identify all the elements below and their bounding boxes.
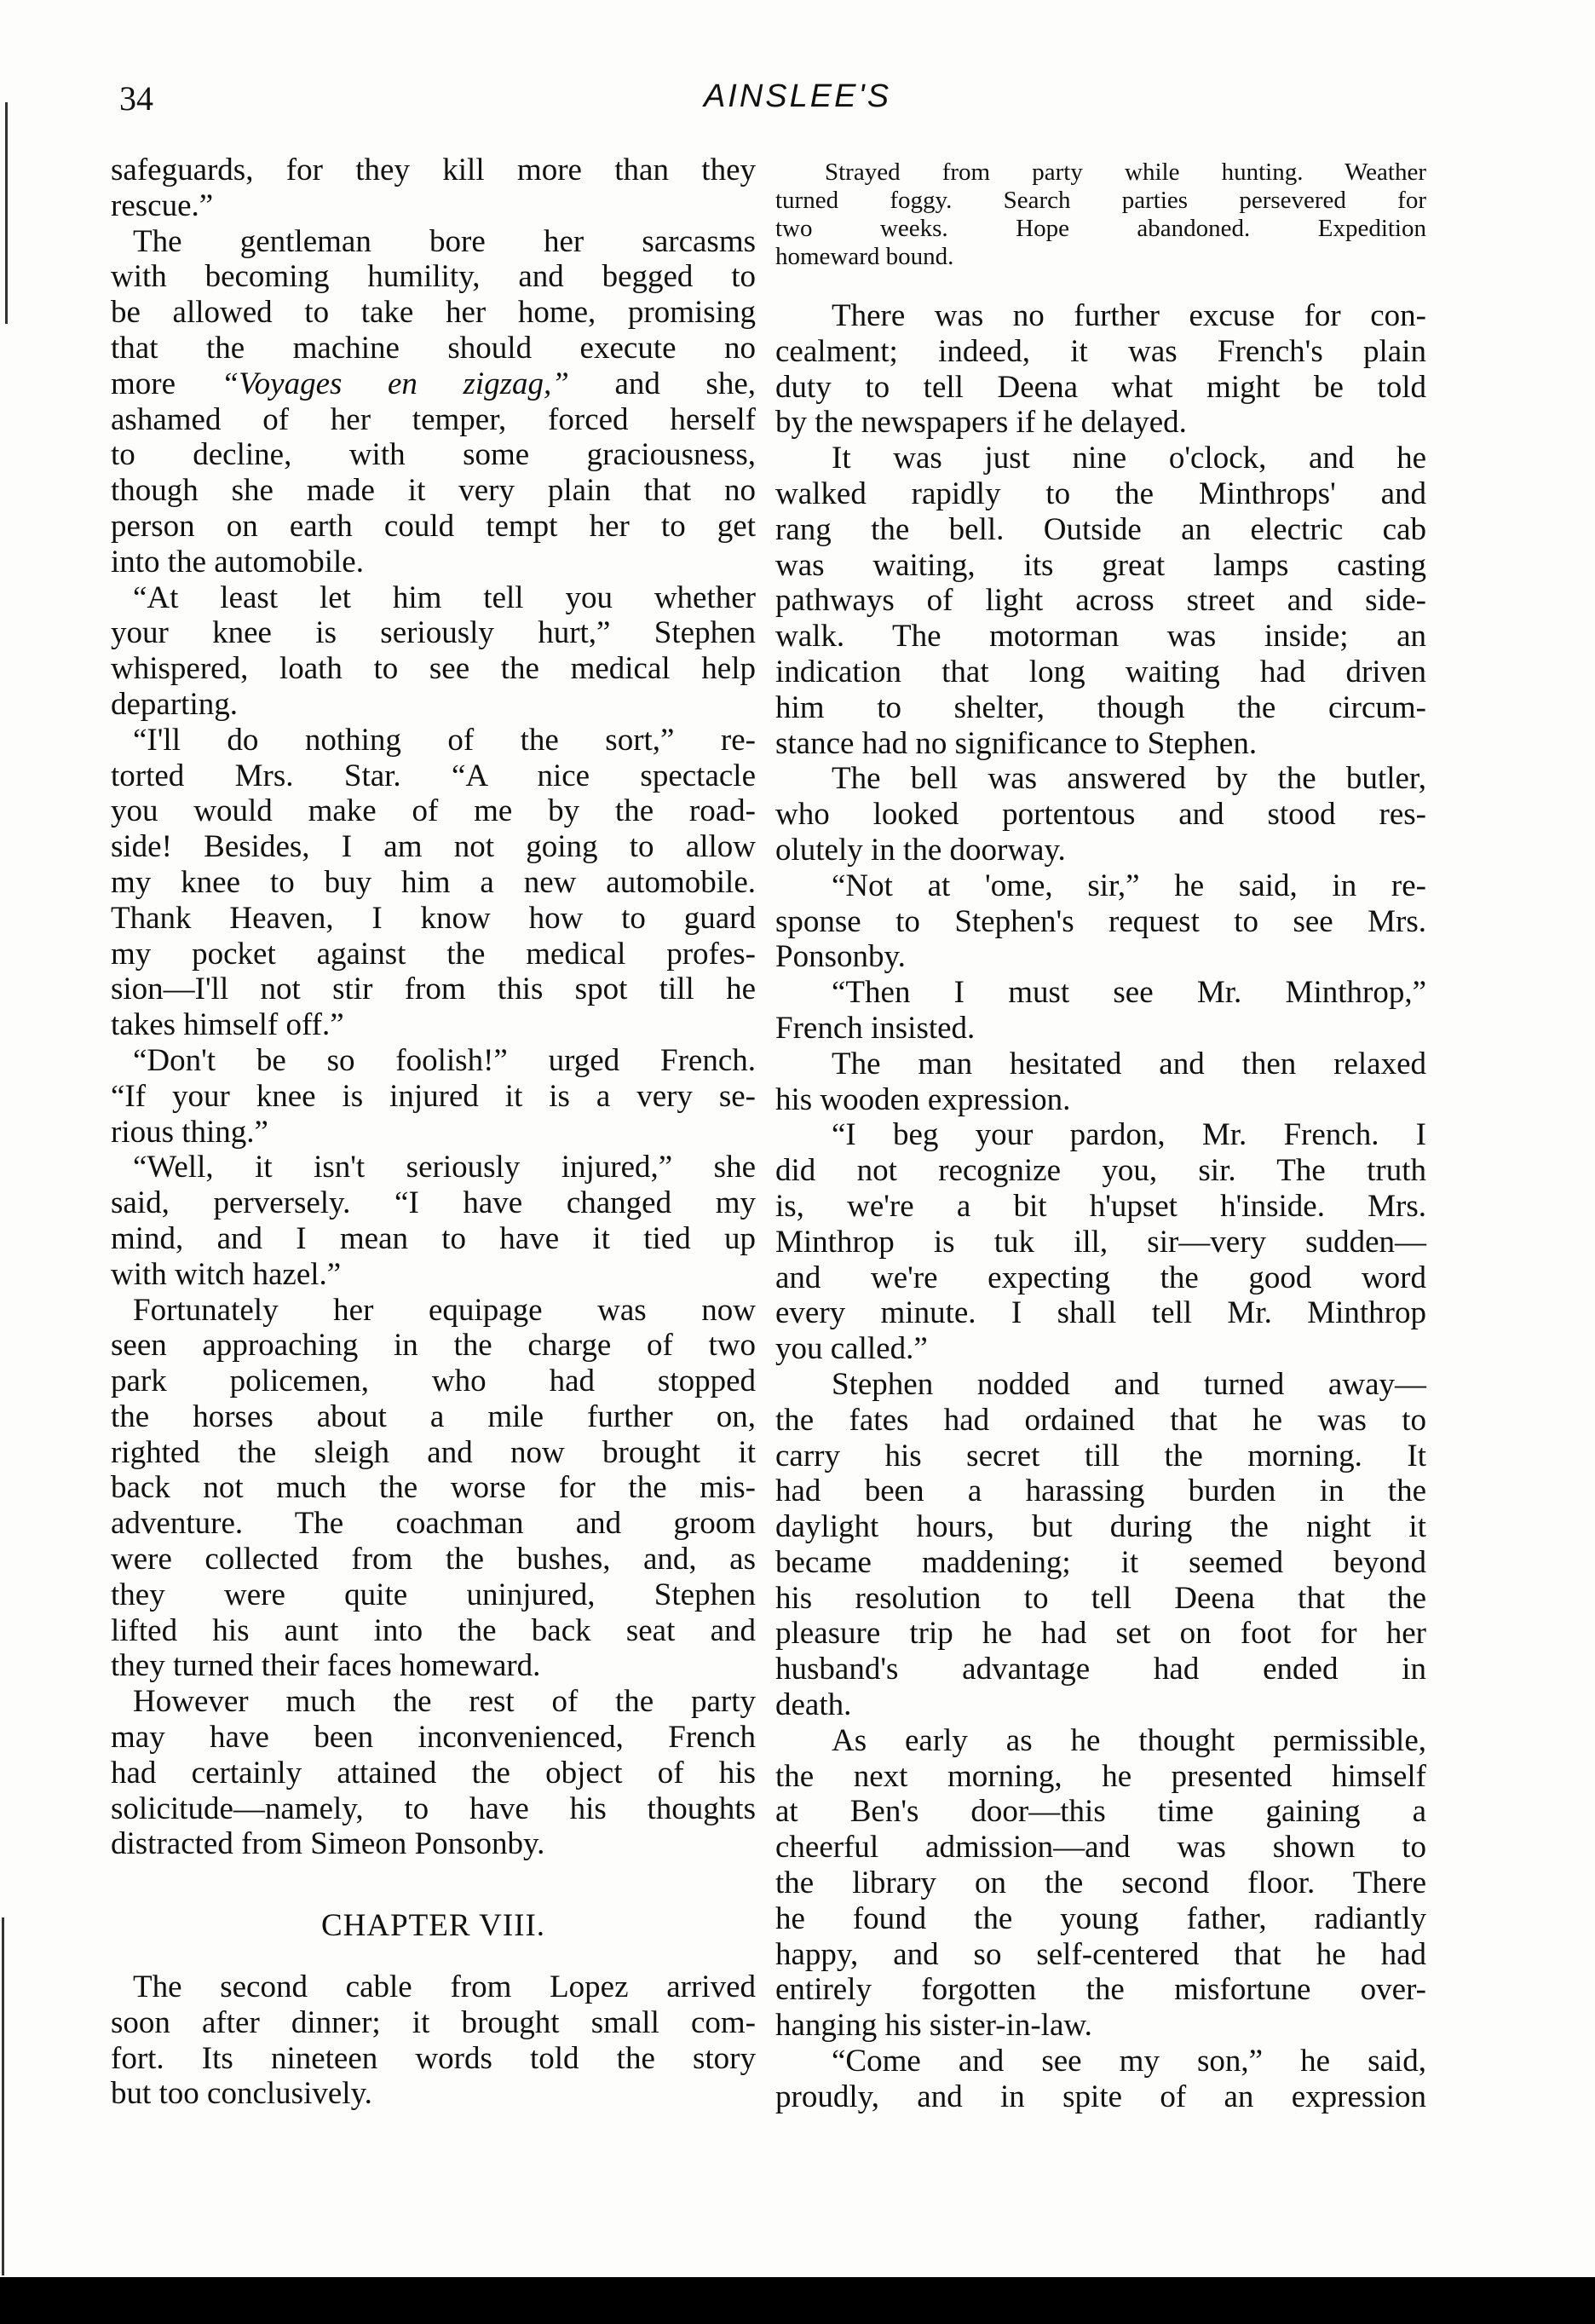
text-line: your knee is seriously hurt,” Stephen <box>111 615 756 651</box>
text-line: olutely in the doorway. <box>775 832 1066 868</box>
text-line: “Don't be so foolish!” urged French. <box>133 1042 756 1078</box>
text-line: death. <box>775 1687 852 1723</box>
paragraph <box>111 1293 756 1685</box>
text-line: The bell was answered by the butler, <box>832 761 1426 797</box>
text-span: and she, <box>568 366 756 401</box>
text-line: became maddening; it seemed beyond <box>775 1544 1426 1580</box>
text-line: my knee to buy him a new automobile. <box>111 864 756 900</box>
text-line: “I'll do nothing of the sort,” re- <box>133 722 756 758</box>
text-line: his wooden expression. <box>775 1081 1071 1117</box>
text-line: park policemen, who had stopped <box>111 1364 756 1399</box>
text-line: the library on the second floor. There <box>775 1866 1426 1901</box>
text-line: whispered, loath to see the medical help <box>111 651 756 687</box>
paragraph <box>111 1150 756 1292</box>
text-line: every minute. I shall tell Mr. Minthrop <box>775 1295 1426 1331</box>
text-line: righted the sleigh and now brought it <box>111 1434 756 1470</box>
text-line: However much the rest of the party <box>133 1684 756 1720</box>
text-line: mind, and I mean to have it tied up <box>111 1220 756 1256</box>
text-line: Fortunately her equipage was now <box>133 1292 756 1328</box>
text-line: takes himself off.” <box>111 1007 344 1043</box>
text-line: by the newspapers if he delayed. <box>775 405 1187 441</box>
cable-message <box>775 159 1426 271</box>
text-line: though she made it very plain that no <box>111 473 756 509</box>
text-line: husband's advantage had ended in <box>775 1652 1426 1687</box>
text-line: Ponsonby. <box>775 939 906 975</box>
text-line: said, perversely. “I have changed my <box>111 1185 756 1221</box>
text-line: they were quite uninjured, Stephen <box>111 1577 756 1612</box>
text-line: back not much the worse for the mis- <box>111 1470 756 1506</box>
left-column-chapter-text <box>111 1969 756 2112</box>
text-line: pleasure trip he had set on foot for her <box>775 1616 1426 1652</box>
text-line: that the machine should execute no <box>111 330 756 366</box>
paragraph <box>111 153 756 224</box>
paragraph <box>111 224 756 580</box>
running-title: AINSLEE'S <box>703 78 892 114</box>
text-line: you would make of me by the road- <box>111 793 756 829</box>
text-line: be allowed to take her home, promising <box>111 295 756 331</box>
text-line: is, we're a bit h'upset h'inside. Mrs. <box>775 1188 1426 1224</box>
text-line: ashamed of her temper, forced herself <box>111 401 756 437</box>
text-line: duty to tell Deena what might be told <box>775 369 1426 405</box>
text-line: “If your knee is injured it is a very se- <box>111 1078 756 1114</box>
text-line: had been a harassing burden in the <box>775 1473 1426 1509</box>
text-line: torted Mrs. Star. “A nice spectacle <box>111 758 756 793</box>
text-line: with becoming humility, and begged to <box>111 259 756 295</box>
text-line: sponse to Stephen's request to see Mrs. <box>775 903 1426 939</box>
text-line: safeguards, for they kill more than they <box>111 153 756 187</box>
text-line: into the automobile. <box>111 544 364 580</box>
text-line: carry his secret till the morning. It <box>775 1438 1426 1473</box>
text-line: walk. The motorman was inside; an <box>775 619 1426 655</box>
paragraph <box>775 975 1426 1047</box>
text-line: stance had no significance to Stephen. <box>775 725 1258 761</box>
text-line: As early as he thought permissible, <box>832 1722 1426 1758</box>
text-line: “Well, it isn't seriously injured,” she <box>133 1150 756 1185</box>
text-line: the horses about a mile further on, <box>111 1398 756 1434</box>
text-line: solicitude—namely, to have his thoughts <box>111 1791 756 1826</box>
text-line: my pocket against the medical profes- <box>111 936 756 972</box>
scan-bottom-border <box>0 2277 1595 2324</box>
text-line: at Ben's door—this time gaining a <box>775 1794 1426 1830</box>
text-line: “Then I must see Mr. Minthrop,” <box>832 975 1426 1011</box>
paragraph <box>775 441 1426 761</box>
text-line: cheerful admission—and was shown to <box>775 1830 1426 1866</box>
text-line: they turned their faces homeward. <box>111 1648 541 1684</box>
paragraph <box>111 723 756 1043</box>
text-line: walked rapidly to the Minthrops' and <box>775 476 1426 511</box>
right-column-text <box>775 298 1426 2115</box>
paragraph <box>775 868 1426 975</box>
paragraph <box>775 298 1426 441</box>
text-line: “At least let him tell you whether <box>133 580 756 615</box>
text-line: pathways of light across street and side- <box>775 583 1426 619</box>
paragraph <box>775 1047 1426 1118</box>
paragraph <box>775 1723 1426 2044</box>
text-line: The man hesitated and then relaxed <box>832 1046 1426 1081</box>
text-line: daylight hours, but during the night it <box>775 1509 1426 1545</box>
text-line: “Not at 'ome, sir,” he said, in re- <box>832 868 1426 903</box>
text-line: seen approaching in the charge of two <box>111 1328 756 1364</box>
text-line: you called.” <box>775 1331 928 1367</box>
paragraph <box>775 159 1426 271</box>
paragraph <box>775 1117 1426 1367</box>
text-line: sion—I'll not stir from this spot till he <box>111 972 756 1007</box>
text-line: his resolution to tell Deena that the <box>775 1580 1426 1616</box>
text-line: the next morning, he presented himself <box>775 1758 1426 1794</box>
text-line: with witch hazel.” <box>111 1256 342 1292</box>
paragraph <box>111 580 756 723</box>
text-line: may have been inconvenienced, French <box>111 1720 756 1756</box>
text-line: French insisted. <box>775 1010 976 1046</box>
text-line: lifted his aunt into the back seat and <box>111 1612 756 1648</box>
text-line: Minthrop is tuk ill, sir—very sudden— <box>775 1224 1426 1260</box>
text-line: cealment; indeed, it was French's plain <box>775 333 1426 369</box>
text-line: “Come and see my son,” he said, <box>832 2044 1426 2079</box>
text-line: Strayed from party while hunting. Weather <box>825 159 1426 186</box>
text-line: two weeks. Hope abandoned. Expedition <box>775 215 1426 242</box>
text-line: Thank Heaven, I know how to guard <box>111 900 756 936</box>
text-line: did not recognize you, sir. The truth <box>775 1153 1426 1189</box>
text-line: homeward bound. <box>775 243 954 270</box>
text-line: proudly, and in spite of an expression <box>775 2079 1426 2114</box>
text-line: adventure. The coachman and groom <box>111 1506 756 1542</box>
text-line: There was no further excuse for con- <box>832 298 1426 333</box>
text-line: The second cable from Lopez arrived <box>133 1969 756 2004</box>
scan-edge-mark <box>2 1917 4 2275</box>
text-line: the fates had ordained that he was to <box>775 1402 1426 1438</box>
text-line: departing. <box>111 686 238 722</box>
chapter-heading: CHAPTER VIII. <box>320 1908 546 1943</box>
paragraph <box>111 1969 756 2112</box>
paragraph <box>775 1367 1426 1723</box>
text-line: him to shelter, though the circum- <box>775 689 1426 725</box>
text-line: It was just nine o'clock, and he <box>832 441 1426 476</box>
text-line: Stephen nodded and turned away— <box>832 1366 1426 1402</box>
paragraph <box>775 2044 1426 2115</box>
text-line: to decline, with some graciousness, <box>111 437 756 473</box>
text-line: rang the bell. Outside an electric cab <box>775 511 1426 547</box>
paragraph <box>111 1684 756 1862</box>
text-line: soon after dinner; it brought small com- <box>111 2004 756 2040</box>
text-line: rescue.” <box>111 187 214 223</box>
text-line: had certainly attained the object of his <box>111 1755 756 1791</box>
text-line: who looked portentous and stood res- <box>775 797 1426 833</box>
text-line: entirely forgotten the misfortune over- <box>775 1972 1426 2008</box>
text-line: person on earth could tempt her to get <box>111 508 756 544</box>
paragraph <box>775 761 1426 868</box>
paragraph <box>111 1043 756 1150</box>
text-line: was waiting, its great lamps casting <box>775 547 1426 583</box>
text-line: were collected from the bushes, and, as <box>111 1542 756 1577</box>
scan-edge-mark <box>5 102 8 324</box>
text-line: he found the young father, radiantly <box>775 1900 1426 1936</box>
text-line: indication that long waiting had driven <box>775 654 1426 689</box>
text-span: more <box>111 366 222 401</box>
italic-phrase: “Voyages en zigzag,” <box>221 366 569 401</box>
text-line: happy, and so self-centered that he had <box>775 1936 1426 1972</box>
text-line: and we're expecting the good word <box>775 1260 1426 1295</box>
text-line: hanging his sister-in-law. <box>775 2008 1092 2044</box>
text-line: rious thing.” <box>111 1114 268 1150</box>
text-line: but too conclusively. <box>111 2076 372 2112</box>
text-line: turned foggy. Search parties persevered for <box>775 187 1426 214</box>
page-number: 34 <box>119 79 153 118</box>
text-line: side! Besides, I am not going to allow <box>111 829 756 865</box>
text-line <box>111 366 756 402</box>
text-line: The gentleman bore her sarcasms <box>133 223 756 259</box>
text-line: fort. Its nineteen words told the story <box>111 2040 756 2076</box>
left-column-text <box>111 153 756 1862</box>
text-line: distracted from Simeon Ponsonby. <box>111 1826 545 1862</box>
text-line: “I beg your pardon, Mr. French. I <box>832 1117 1426 1153</box>
